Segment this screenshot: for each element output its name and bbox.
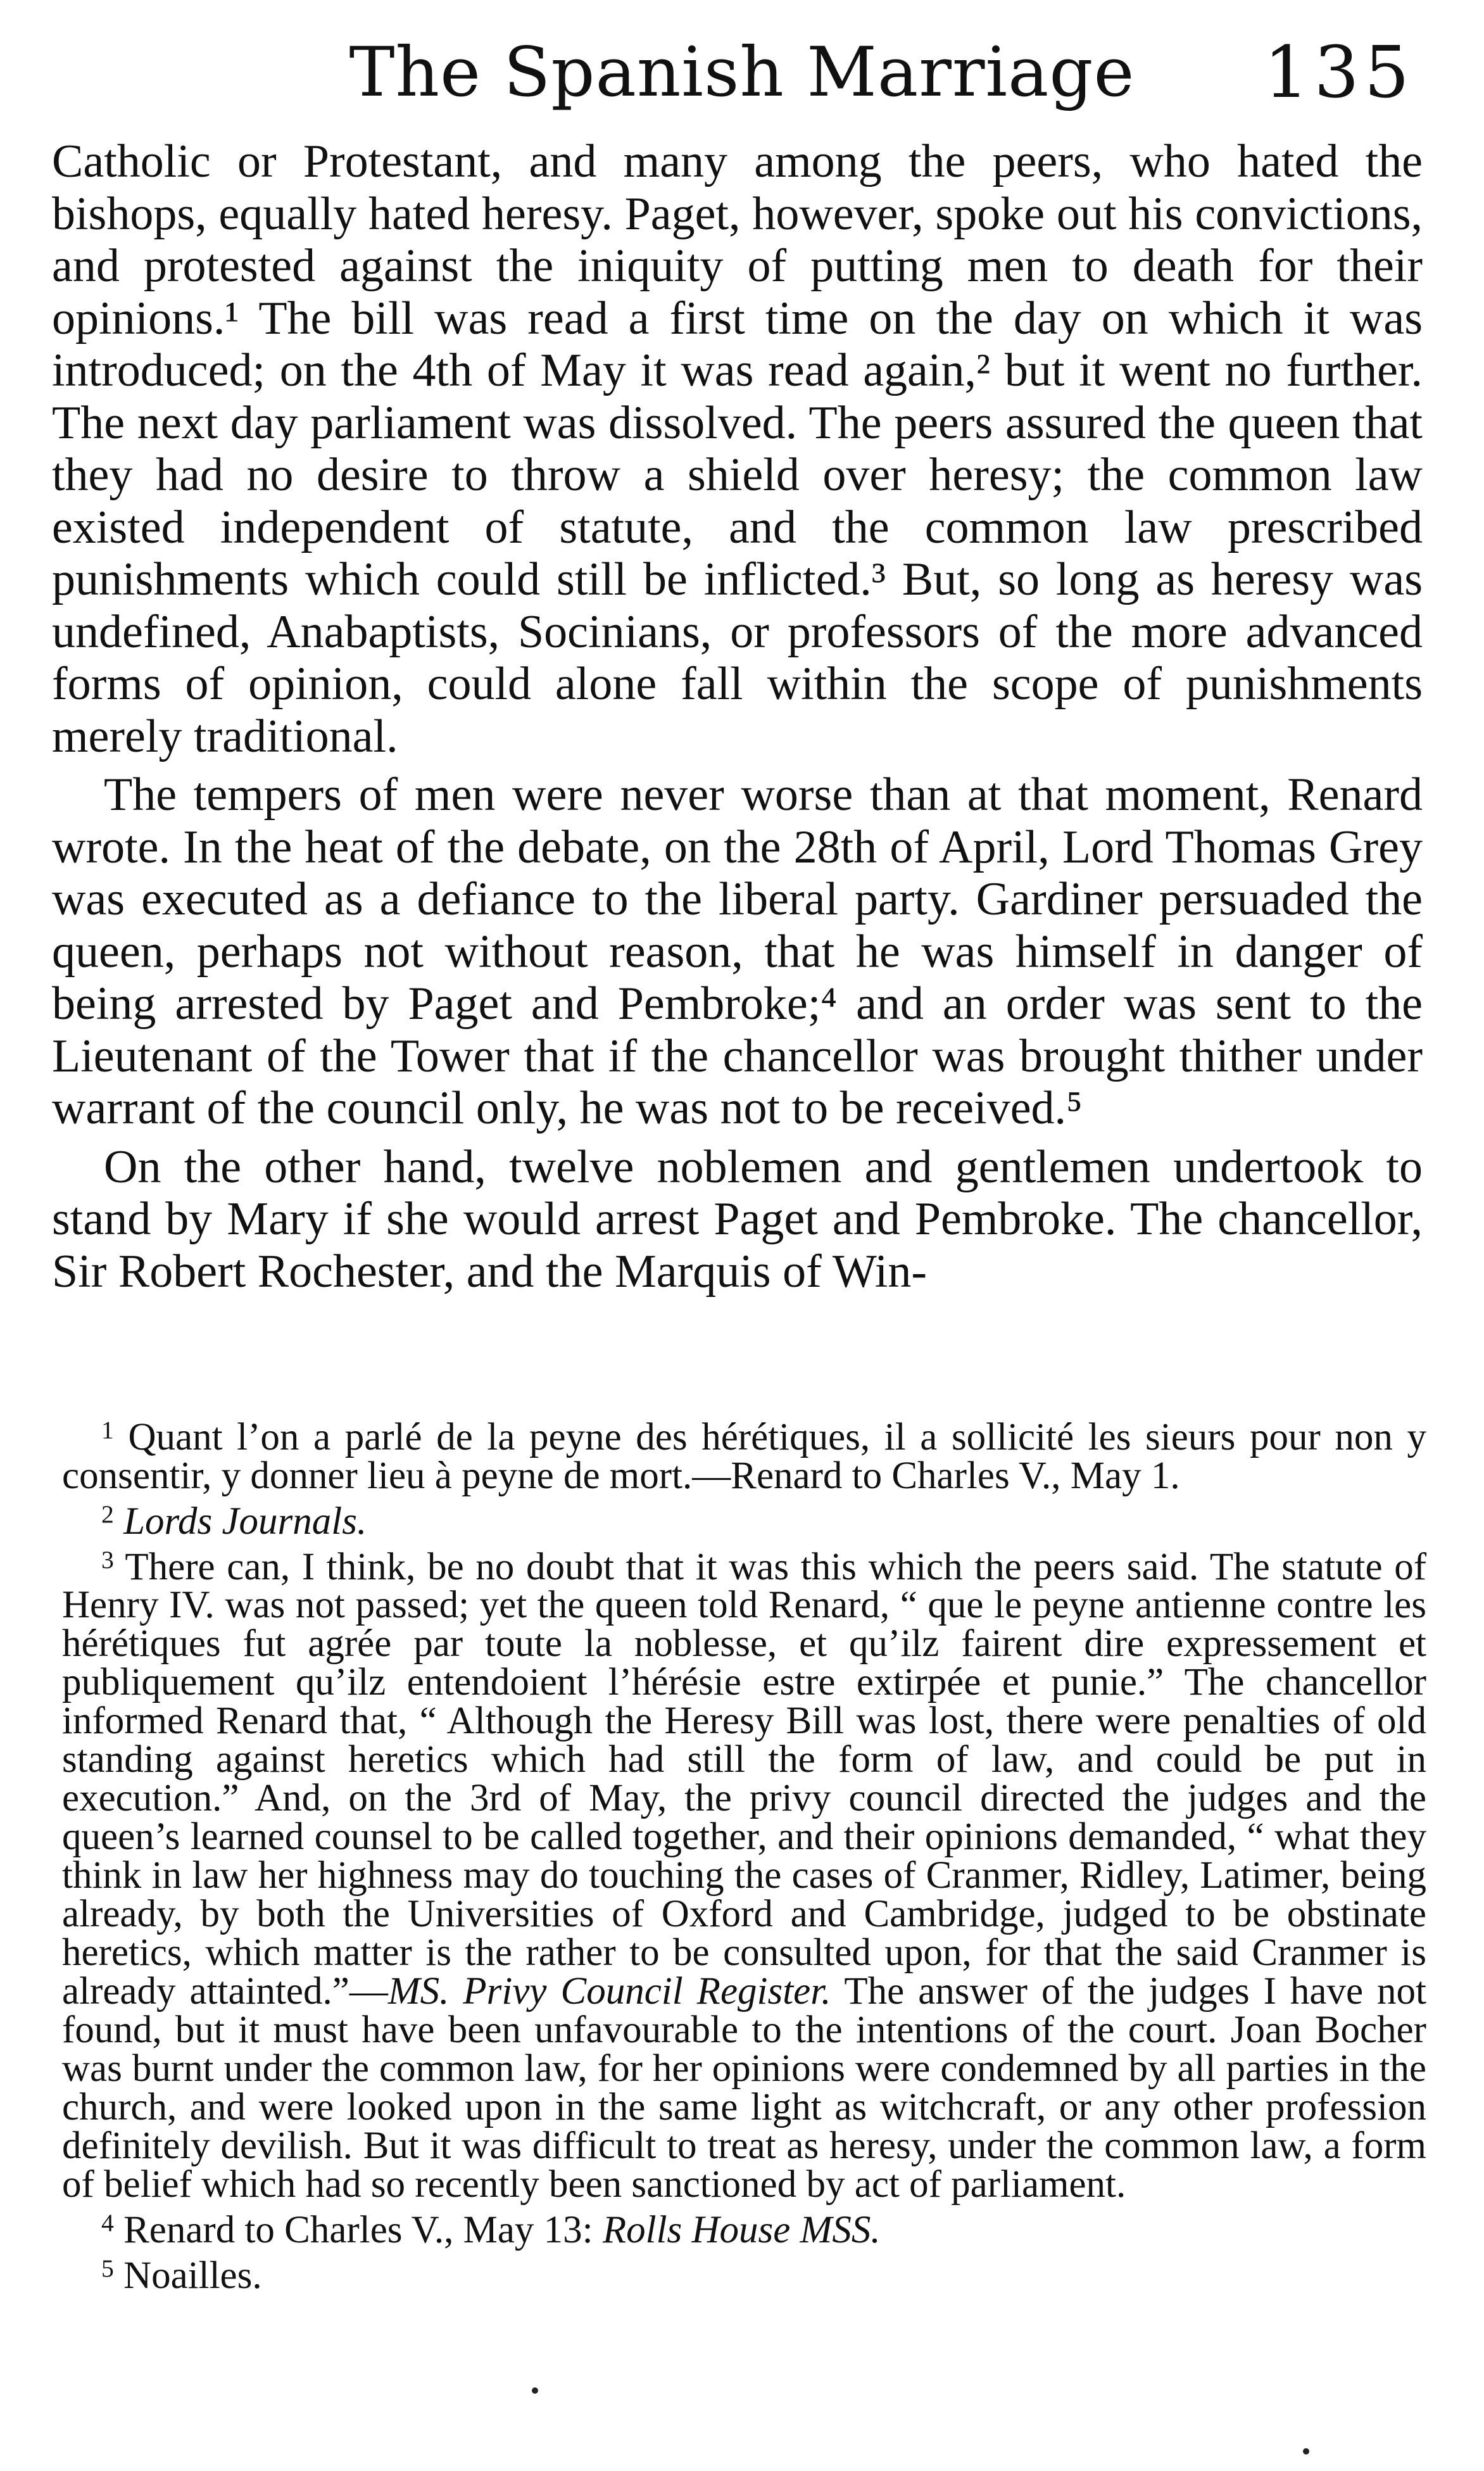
footnotes bbox=[62, 1411, 1426, 2295]
paragraph-3: On the other hand, twelve noblemen and gentlemen undertook to stand by Mary if she would arrest Paget and Pembroke. The chancellor, Sir Robert Rochester, and the Marquis of Win- bbox=[52, 1141, 1423, 1298]
footnote-3 bbox=[62, 1541, 1426, 2204]
footnote-number: 2 bbox=[101, 1500, 114, 1528]
footnote-number: 1 bbox=[101, 1416, 114, 1444]
footnote-number: 3 bbox=[101, 1545, 114, 1574]
footnote-text: Quant l’on a parlé de la peyne des hérétiques, il a sollicité les sieurs pour non y consentir, y donner lieu à peyne de mort.—Renard to Charles V., May 1. bbox=[62, 1415, 1427, 1497]
footnote-1 bbox=[62, 1411, 1426, 1495]
footnote-number: 5 bbox=[101, 2254, 114, 2283]
footnote-text: Renard to Charles V., May 13: bbox=[123, 2209, 603, 2252]
ink-speck bbox=[532, 2387, 538, 2394]
footnote-text: There can, I think, be no doubt that it was this which the peers said. The statute of Henry IV. was not passed; yet the queen told Renard, “ que le peyne antienne contre les hérétiques fut agrée par toute la noblesse, et qu’ilz fairent dire expressement et publiquement qu’ilz entendoient l’hérésie estre extirpée et punie.” The chancellor informed Renard that, “ Although the Heresy Bill was lost, there were penalties of old standing against heretics which had still the form of law, and could be put in execution.” And, on the 3rd of May, the privy council directed the judges and the queen’s learned counsel to be called together, and their opinions demanded, “ what they think in law her highness may do touching the cases of Cranmer, Ridley, Latimer, being already, by both the Universities of Oxford and Cambridge, judged to be obstinate heretics, which matter is the rather to be consulted upon, for that the said Cranmer is already attainted.”— bbox=[62, 1545, 1427, 2013]
paragraph-1: Catholic or Protestant, and many among the peers, who hated the bishops, equally hated heresy. Paget, however, spoke out his convictions, and protested against the iniquity of putting men to death for their opinions.¹ The bill was read a first time on the day on which it was introduced; on the 4th of May it was read again,² but it went no further. The next day parliament was dissolved. The peers assured the queen that they had no desire to throw a shield over heresy; the common law existed independent of statute, and the common law prescribed punishments which could still be inflicted.³ But, so long as heresy was undefined, Anabaptists, Socinians, or professors of the more advanced forms of opinion, could alone fall within the scope of punishments merely traditional. bbox=[52, 136, 1423, 762]
page-number: 135 bbox=[1264, 32, 1414, 114]
footnote-4 bbox=[62, 2204, 1426, 2252]
footnote-text: Noailles. bbox=[123, 2254, 262, 2297]
footnote-2 bbox=[62, 1495, 1426, 1541]
footnote-5 bbox=[62, 2249, 1426, 2295]
footnote-source: Rolls House MSS. bbox=[602, 2209, 881, 2252]
body-text bbox=[52, 136, 1423, 1298]
running-title: The Spanish Marriage bbox=[349, 33, 1135, 112]
ink-speck bbox=[1303, 2448, 1309, 2455]
running-head bbox=[0, 25, 1484, 120]
footnote-source: Lords Journals. bbox=[123, 1500, 367, 1543]
footnote-number: 4 bbox=[101, 2209, 114, 2237]
paragraph-2: The tempers of men were never worse than at that moment, Renard wrote. In the heat of the debate, on the 28th of April, Lord Thomas Grey was executed as a defiance to the liberal party. Gardiner persuaded the queen, perhaps not without reason, that he was himself in danger of being arrested by Paget and Pembroke;⁴ and an order was sent to the Lieutenant of the Tower that if the chancellor was brought thither under warrant of the council only, he was not to be received.⁵ bbox=[52, 769, 1423, 1134]
footnote-text: The answer of the judges I have not found, but it must have been unfavourable to the intentions of the court. Joan Bocher was burnt under the common law, for her opinions were condemned by all parties in the church, and were looked upon in the same light as witchcraft, or any other profession definitely devilish. But it was difficult to treat as heresy, under the common law, a form of belief which had so recently been sanctioned by act of parliament. bbox=[62, 1970, 1427, 2206]
footnote-source: MS. Privy Council Register. bbox=[387, 1970, 831, 2013]
